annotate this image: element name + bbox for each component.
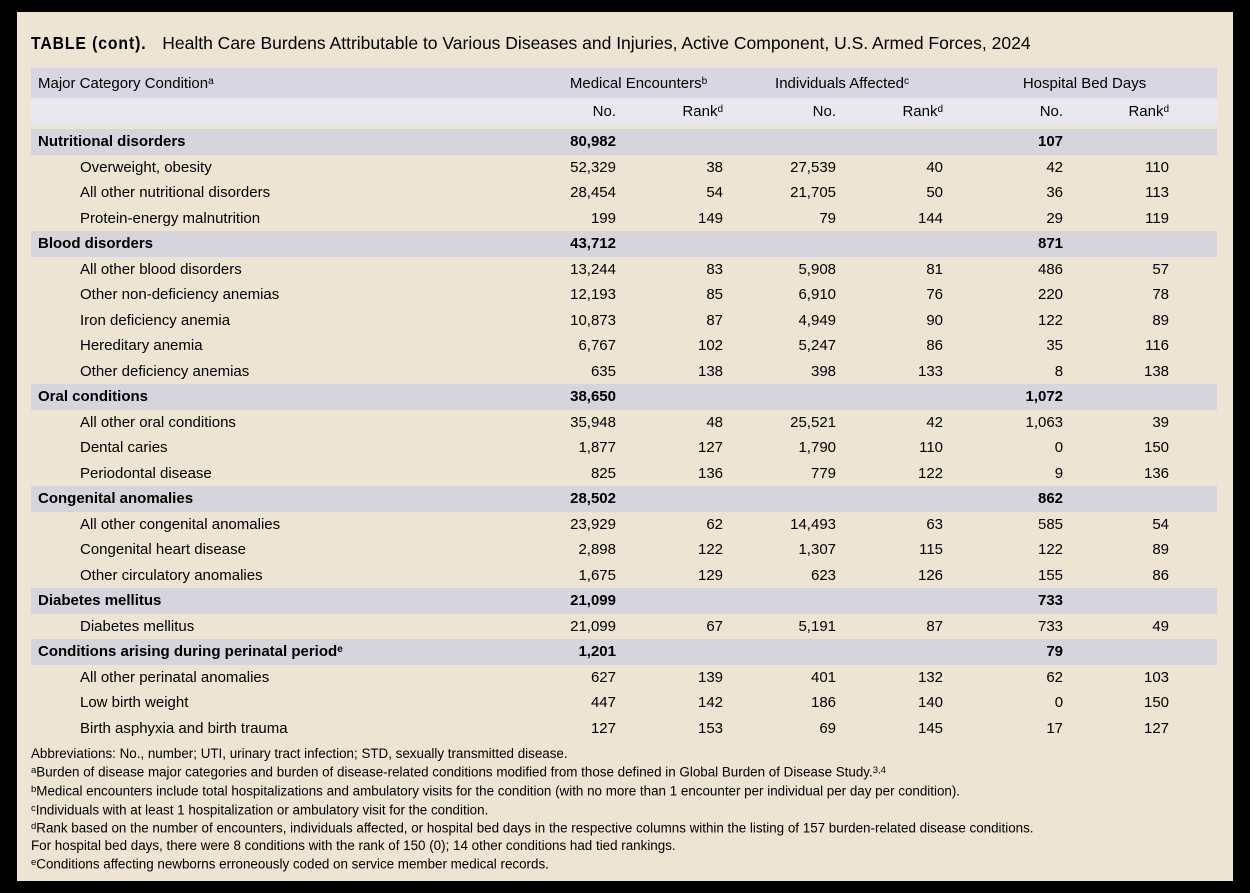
- table-row: [31, 512, 1217, 538]
- table-row: [31, 563, 1217, 589]
- value-cell: 25,521: [790, 413, 837, 431]
- value-cell: 29: [1046, 209, 1064, 227]
- value-cell: 12,193: [570, 286, 616, 304]
- value-cell: 733: [1038, 617, 1064, 635]
- value-cell: 126: [918, 566, 944, 584]
- value-cell: 87: [706, 311, 724, 329]
- subheader-hbd-rank: Rank$^d$: [1128, 103, 1170, 120]
- value-cell: 78: [1152, 286, 1170, 304]
- header-hospital-bed-days: Hospital Bed Days: [1022, 74, 1147, 92]
- value-cell: 733: [1038, 592, 1064, 610]
- value-cell: [845, 384, 952, 410]
- value-cell: 49: [1152, 617, 1170, 635]
- header-condition: Major Category Condition$^a$: [38, 74, 214, 92]
- value-cell: [1072, 486, 1217, 512]
- value-cell: [625, 231, 732, 257]
- condition-label: Diabetes mellitus: [80, 617, 195, 635]
- footnote-marker-d: d: [31, 821, 37, 833]
- value-cell: 220: [1038, 286, 1064, 304]
- condition-label: Overweight, obesity: [80, 158, 212, 176]
- condition-label: Protein-energy malnutrition: [80, 209, 261, 227]
- category-row: [31, 588, 1217, 614]
- category-label: Diabetes mellitus: [38, 592, 162, 610]
- category-label: Conditions arising during perinatal period$^e$: [38, 643, 343, 661]
- subheader-hbd-no: No.: [1039, 103, 1064, 120]
- condition-label: Other deficiency anemias: [80, 362, 250, 380]
- burden-table: [31, 68, 1217, 741]
- table-row: [31, 282, 1217, 308]
- condition-label: All other oral conditions: [80, 413, 236, 431]
- value-cell: 17: [1046, 719, 1064, 737]
- condition-label: All other nutritional disorders: [80, 184, 271, 202]
- value-cell: 35: [1046, 337, 1064, 355]
- value-cell: 21,099: [570, 617, 616, 635]
- header-individuals-affected: Individuals Affected$^c$: [775, 74, 910, 92]
- value-cell: 585: [1038, 515, 1064, 533]
- value-cell: 42: [1046, 158, 1064, 176]
- value-cell: 871: [1038, 235, 1064, 253]
- value-cell: 635: [590, 362, 616, 380]
- condition-label: Iron deficiency anemia: [80, 311, 231, 329]
- value-cell: 28,502: [570, 490, 616, 508]
- value-cell: 48: [706, 413, 724, 431]
- value-cell: 102: [697, 337, 724, 355]
- table-row: [31, 716, 1217, 742]
- value-cell: 69: [819, 719, 837, 737]
- value-cell: [845, 129, 952, 155]
- value-cell: 23,929: [570, 515, 616, 533]
- condition-label: Low birth weight: [80, 694, 189, 712]
- value-cell: 79: [1046, 643, 1064, 661]
- value-cell: 150: [1144, 439, 1170, 457]
- value-cell: 38: [706, 158, 724, 176]
- value-cell: 155: [1038, 566, 1064, 584]
- value-cell: [1072, 639, 1217, 665]
- value-cell: 122: [918, 464, 944, 482]
- value-cell: [625, 639, 732, 665]
- value-cell: 87: [926, 617, 944, 635]
- value-cell: 1,675: [578, 566, 616, 584]
- table-row: [31, 155, 1217, 181]
- value-cell: 133: [918, 362, 944, 380]
- footnote-line: $^e$Conditions affecting newborns erroneously coded on service member medical records.: [31, 856, 549, 872]
- value-cell: 401: [810, 668, 837, 686]
- table-title-text: Health Care Burdens Attributable to Various Diseases and Injuries, Active Component, U.S. Armed Forces, 2024: [162, 33, 1031, 53]
- value-cell: [732, 231, 845, 257]
- footnote-marker-b: b: [701, 75, 708, 87]
- value-cell: 67: [706, 617, 724, 635]
- value-cell: [732, 384, 845, 410]
- value-cell: 2,898: [578, 541, 616, 559]
- value-cell: 142: [697, 694, 724, 712]
- value-cell: 136: [697, 464, 724, 482]
- value-cell: 39: [1152, 413, 1170, 431]
- value-cell: [732, 639, 845, 665]
- value-cell: 115: [919, 541, 944, 559]
- table-row: [31, 410, 1217, 436]
- table-row: [31, 537, 1217, 563]
- table-row: [31, 690, 1217, 716]
- value-cell: 862: [1038, 490, 1064, 508]
- reference-marker: 3,4: [872, 765, 886, 777]
- category-label: Blood disorders: [38, 235, 154, 253]
- footnote-marker-d: d: [937, 104, 944, 115]
- footnote-marker-d: d: [1163, 104, 1170, 115]
- condition-label: Congenital heart disease: [80, 541, 246, 559]
- table-row: [31, 206, 1217, 232]
- category-row: [31, 384, 1217, 410]
- footnote-marker-c: c: [31, 802, 36, 814]
- footnote-marker-e: e: [31, 857, 37, 869]
- subheader-ia-rank: Rank$^d$: [902, 103, 944, 120]
- subheader-me-no: No.: [592, 103, 616, 120]
- value-cell: [732, 588, 845, 614]
- footnote-line: $^c$Individuals with at least 1 hospitalization or ambulatory visit for the condition.: [31, 802, 489, 818]
- table-row: [31, 614, 1217, 640]
- category-row: [31, 639, 1217, 665]
- value-cell: 36: [1046, 184, 1064, 202]
- footnote-marker-b: b: [31, 783, 37, 795]
- value-cell: 5,247: [798, 337, 837, 355]
- table-title-prefix: TABLE (cont).: [31, 33, 147, 53]
- value-cell: 42: [926, 413, 944, 431]
- value-cell: 43,712: [570, 235, 616, 253]
- value-cell: 4,949: [798, 311, 837, 329]
- value-cell: 80,982: [570, 133, 616, 151]
- value-cell: 50: [926, 184, 944, 202]
- value-cell: [1072, 231, 1217, 257]
- category-label: Nutritional disorders: [38, 133, 186, 151]
- value-cell: 107: [1038, 133, 1064, 151]
- value-cell: 28,454: [570, 184, 616, 202]
- value-cell: 627: [590, 668, 616, 686]
- value-cell: 132: [918, 668, 944, 686]
- value-cell: [845, 639, 952, 665]
- value-cell: 199: [590, 209, 616, 227]
- value-cell: 127: [697, 439, 724, 457]
- value-cell: 10,873: [570, 311, 616, 329]
- category-row: [31, 129, 1217, 155]
- table-row: [31, 461, 1217, 487]
- table-body: [31, 129, 1217, 741]
- value-cell: 83: [706, 260, 724, 278]
- value-cell: [845, 231, 952, 257]
- value-cell: 127: [590, 719, 616, 737]
- value-cell: 35,948: [570, 413, 616, 431]
- value-cell: [845, 486, 952, 512]
- value-cell: 14,493: [790, 515, 837, 533]
- value-cell: 9: [1054, 464, 1064, 482]
- footnote-marker-c: c: [904, 75, 910, 87]
- footnote-marker-e: e: [337, 644, 343, 656]
- value-cell: [1072, 129, 1217, 155]
- condition-label: Periodontal disease: [80, 464, 212, 482]
- value-cell: 81: [926, 260, 944, 278]
- value-cell: [1072, 384, 1217, 410]
- subheader-empty: [31, 98, 545, 125]
- value-cell: 6,910: [798, 286, 837, 304]
- value-cell: 122: [1038, 311, 1064, 329]
- value-cell: 57: [1152, 260, 1170, 278]
- value-cell: 825: [590, 464, 616, 482]
- value-cell: 103: [1144, 668, 1170, 686]
- condition-label: Dental caries: [80, 439, 168, 457]
- value-cell: 54: [1152, 515, 1170, 533]
- category-label: Congenital anomalies: [38, 490, 194, 508]
- value-cell: 149: [697, 209, 724, 227]
- value-cell: 136: [1144, 464, 1170, 482]
- value-cell: 127: [1144, 719, 1170, 737]
- value-cell: 186: [810, 694, 837, 712]
- value-cell: 5,908: [798, 260, 837, 278]
- value-cell: 144: [918, 209, 944, 227]
- value-cell: 21,705: [790, 184, 837, 202]
- value-cell: 119: [1145, 209, 1170, 227]
- condition-label: Hereditary anemia: [80, 337, 203, 355]
- value-cell: 62: [1046, 668, 1064, 686]
- value-cell: 1,072: [1025, 388, 1064, 406]
- table-row: [31, 665, 1217, 691]
- value-cell: [625, 486, 732, 512]
- value-cell: 1,790: [798, 439, 837, 457]
- value-cell: 8: [1054, 362, 1064, 380]
- value-cell: 52,329: [570, 158, 616, 176]
- header-row-groups: [31, 68, 1217, 98]
- value-cell: 447: [590, 694, 616, 712]
- value-cell: 139: [697, 668, 724, 686]
- footnote-line: $^b$Medical encounters include total hospitalizations and ambulatory visits for the condition (with no more than 1 encounter per individual per day per condition).: [31, 783, 961, 799]
- value-cell: 62: [706, 515, 724, 533]
- table-row: [31, 359, 1217, 385]
- value-cell: [625, 588, 732, 614]
- footnote-marker-d: d: [717, 104, 724, 115]
- footnote-line: $^a$Burden of disease major categories and burden of disease-related conditions modified from those defined in Global Burden of Disease Study.$^{3,4}$: [31, 764, 886, 780]
- value-cell: 122: [1038, 541, 1064, 559]
- value-cell: 86: [926, 337, 944, 355]
- value-cell: 27,539: [790, 158, 837, 176]
- value-cell: 6,767: [578, 337, 616, 355]
- footnote-line: Abbreviations: No., number; UTI, urinary tract infection; STD, sexually transmitted disease.: [31, 746, 568, 761]
- value-cell: 40: [926, 158, 944, 176]
- table-row: [31, 333, 1217, 359]
- value-cell: [845, 588, 952, 614]
- subheader-ia-no: No.: [812, 103, 837, 120]
- value-cell: 1,877: [578, 439, 616, 457]
- condition-label: All other congenital anomalies: [80, 515, 281, 533]
- value-cell: 623: [810, 566, 837, 584]
- subheader-me-rank: Rank$^d$: [682, 103, 724, 120]
- value-cell: 76: [926, 286, 944, 304]
- value-cell: 110: [1145, 158, 1170, 176]
- table-panel: [17, 12, 1233, 881]
- value-cell: 0: [1054, 694, 1064, 712]
- value-cell: 38,650: [570, 388, 616, 406]
- condition-label: All other blood disorders: [80, 260, 242, 278]
- value-cell: 138: [697, 362, 724, 380]
- value-cell: 5,191: [798, 617, 837, 635]
- value-cell: 140: [918, 694, 944, 712]
- header-medical-encounters: Medical Encounters$^b$: [569, 74, 708, 92]
- footnote-line: For hospital bed days, there were 8 conditions with the rank of 150 (0); 14 other conditions had tied rankings.: [31, 838, 676, 854]
- value-cell: [732, 129, 845, 155]
- footnote-line: $^d$Rank based on the number of encounters, individuals affected, or hospital bed days in the respective columns within the listing of 157 burden-related disease conditions.: [31, 820, 1034, 836]
- condition-label: All other perinatal anomalies: [80, 668, 270, 686]
- value-cell: 1,307: [798, 541, 837, 559]
- value-cell: 116: [1145, 337, 1170, 355]
- value-cell: 486: [1038, 260, 1064, 278]
- value-cell: [625, 384, 732, 410]
- value-cell: 145: [918, 719, 944, 737]
- table-row: [31, 435, 1217, 461]
- value-cell: 779: [810, 464, 837, 482]
- value-cell: 1,063: [1025, 413, 1064, 431]
- value-cell: 138: [1144, 362, 1170, 380]
- condition-label: Other non-deficiency anemias: [80, 286, 280, 304]
- value-cell: [732, 486, 845, 512]
- value-cell: [625, 129, 732, 155]
- value-cell: 21,099: [570, 592, 616, 610]
- value-cell: 110: [919, 439, 944, 457]
- value-cell: [1072, 588, 1217, 614]
- value-cell: 86: [1152, 566, 1170, 584]
- value-cell: 0: [1054, 439, 1064, 457]
- value-cell: 54: [706, 184, 724, 202]
- value-cell: 13,244: [570, 260, 616, 278]
- header-row-sub: [31, 98, 1217, 125]
- value-cell: 129: [697, 566, 724, 584]
- value-cell: 89: [1152, 311, 1170, 329]
- table-row: [31, 180, 1217, 206]
- table-row: [31, 308, 1217, 334]
- value-cell: 89: [1152, 541, 1170, 559]
- value-cell: 63: [926, 515, 944, 533]
- value-cell: 122: [697, 541, 724, 559]
- value-cell: 1,201: [578, 643, 616, 661]
- category-label: Oral conditions: [38, 388, 149, 406]
- value-cell: 113: [1145, 184, 1170, 202]
- table-row: [31, 257, 1217, 283]
- table-title: [31, 33, 1233, 54]
- category-row: [31, 231, 1217, 257]
- footnote-marker-a: a: [208, 75, 214, 87]
- condition-label: Birth asphyxia and birth trauma: [80, 719, 288, 737]
- value-cell: 153: [697, 719, 724, 737]
- value-cell: 398: [810, 362, 837, 380]
- value-cell: 150: [1144, 694, 1170, 712]
- category-row: [31, 486, 1217, 512]
- value-cell: 85: [706, 286, 724, 304]
- footnotes: [31, 745, 1217, 873]
- value-cell: 90: [926, 311, 944, 329]
- condition-label: Other circulatory anomalies: [80, 566, 263, 584]
- footnote-marker-a: a: [31, 765, 37, 777]
- value-cell: 79: [819, 209, 837, 227]
